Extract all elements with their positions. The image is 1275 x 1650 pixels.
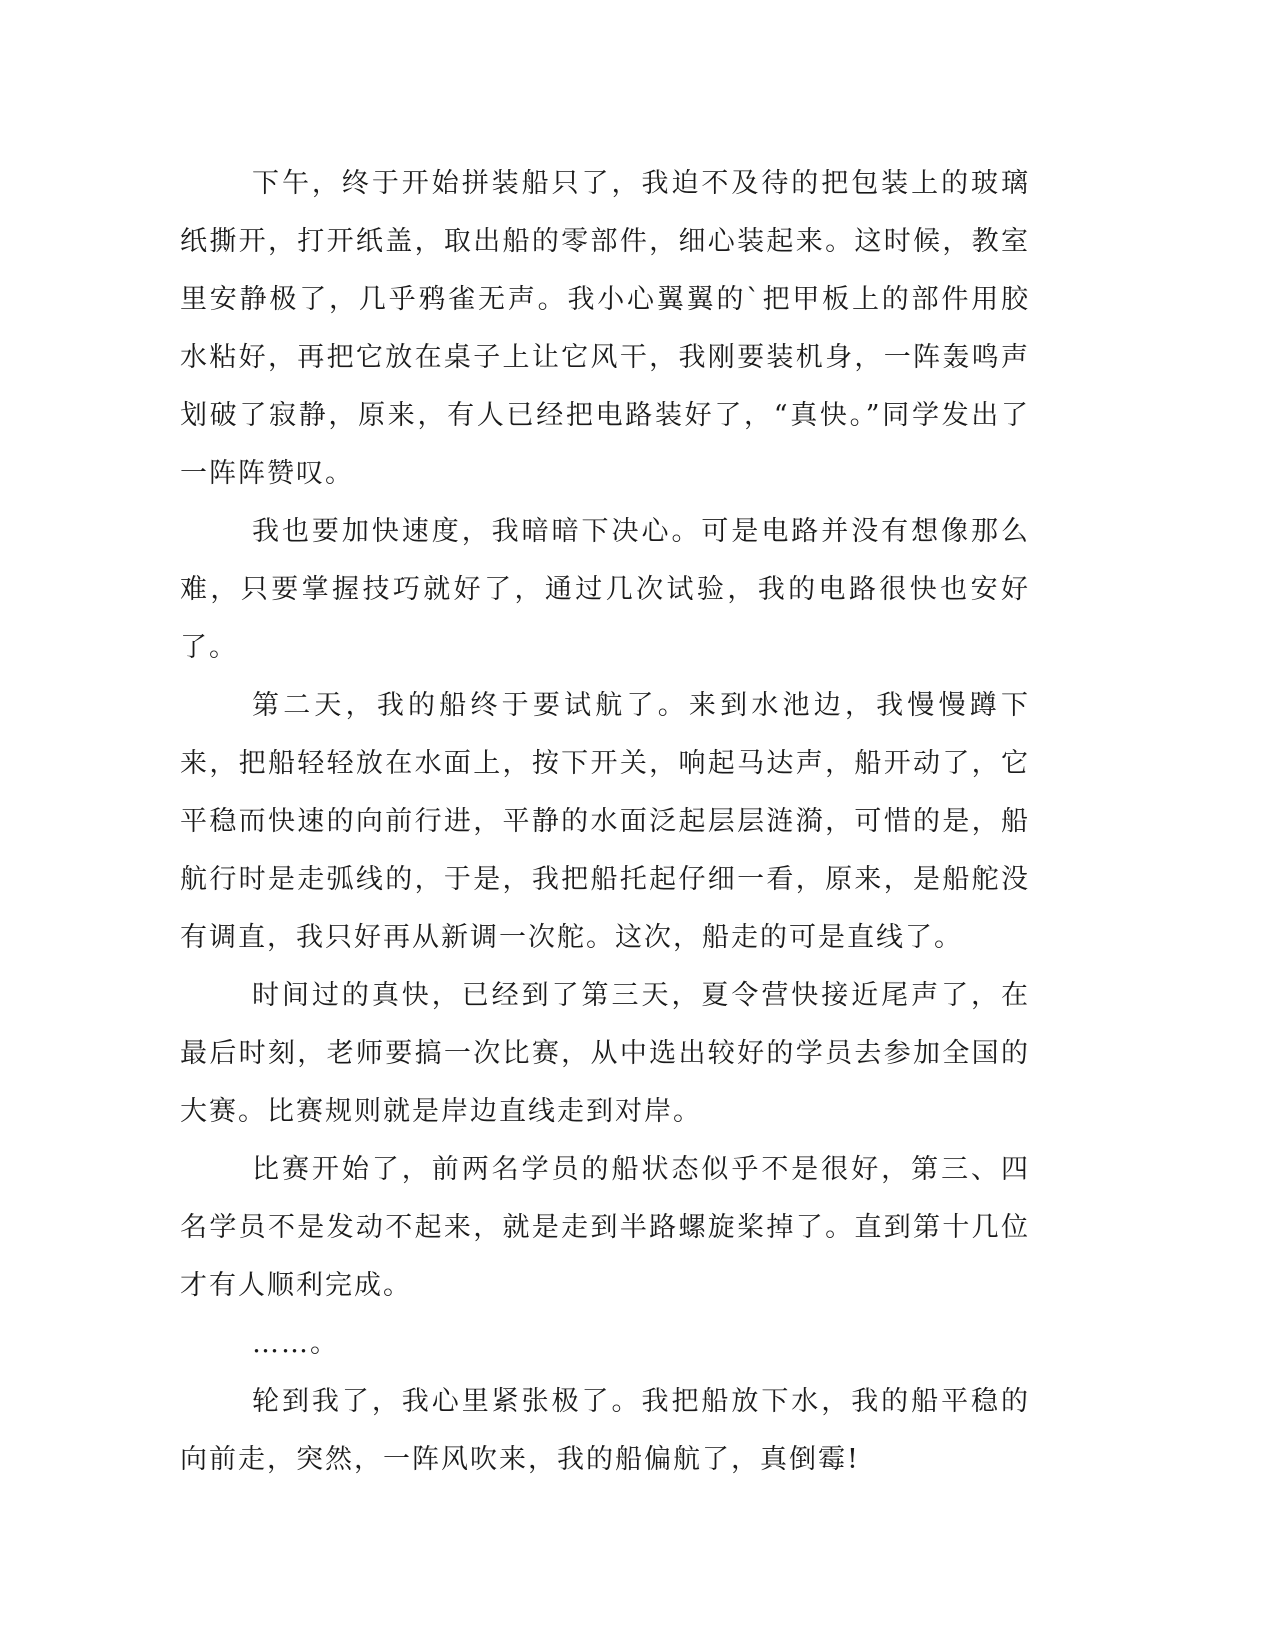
paragraph-2: 我也要加快速度，我暗暗下决心。可是电路并没有想像那么难，只要掌握技巧就好了，通过几次试验，我的电路很快也安好了。 (180, 516, 1030, 663)
paragraph-3: 第二天，我的船终于要试航了。来到水池边，我慢慢蹲下来，把船轻轻放在水面上，按下开关，响起马达声，船开动了，它平稳而快速的向前行进，平静的水面泛起层层涟漪，可惜的是，船航行时是走弧线的，于是，我把船托起仔细一看，原来，是船舵没有调直，我只好再从新调一次舵。这次，船走的可是直线了。 (180, 690, 1030, 953)
paragraph-7: 轮到我了，我心里紧张极了。我把船放下水，我的船平稳的向前走，突然，一阵风吹来，我的船偏航了，真倒霉! (180, 1386, 1030, 1475)
paragraph-1: 下午，终于开始拼装船只了，我迫不及待的把包装上的玻璃纸撕开，打开纸盖，取出船的零部件，细心装起来。这时候，教室里安静极了，几乎鸦雀无声。我小心翼翼的`把甲板上的部件用胶水粘好，再把它放在桌子上让它风干，我刚要装机身，一阵轰鸣声划破了寂静，原来，有人已经把电路装好了，“真快。”同学发出了一阵阵赞叹。 (180, 168, 1030, 489)
paragraph-5: 比赛开始了，前两名学员的船状态似乎不是很好，第三、四名学员不是发动不起来，就是走到半路螺旋桨掉了。直到第十几位才有人顺利完成。 (180, 1154, 1030, 1301)
paragraph-6-ellipsis: ……。 (252, 1328, 339, 1359)
paragraph-4: 时间过的真快，已经到了第三天，夏令营快接近尾声了，在最后时刻，老师要搞一次比赛，从中选出较好的学员去参加全国的大赛。比赛规则就是岸边直线走到对岸。 (180, 980, 1030, 1127)
article-body (180, 155, 1030, 1489)
